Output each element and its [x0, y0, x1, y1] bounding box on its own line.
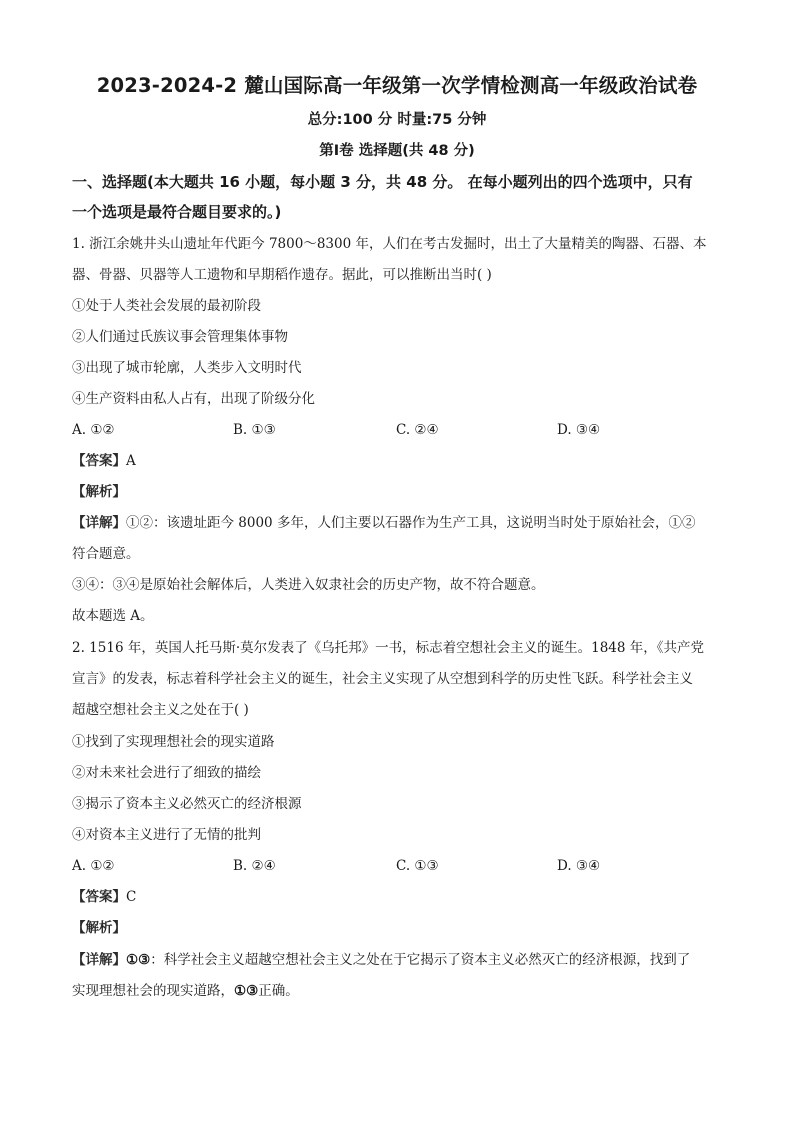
section-instructions [72, 167, 724, 227]
detail-tag: 【详解】 [72, 515, 126, 531]
detail-tag: 【详解】 [72, 952, 126, 968]
q2-statement-1: ①找到了实现理想社会的现实道路 [72, 734, 275, 750]
q1-stem-line-2: 器、骨器、贝器等人工遗物和早期稻作遗存。据此，可以推断出当时( ) [72, 267, 492, 283]
q2-option-b: B. ②④ [233, 858, 276, 874]
q1-option-a: A. ①② [72, 422, 115, 438]
q2-statement-2: ②对未来社会进行了细致的描绘 [72, 765, 261, 781]
q1-stem-line-1: 1. 浙江余姚井头山遗址年代距今 7800～8300 年，人们在考古发掘时，出土了大量精美的陶器、石器、本 [72, 236, 707, 252]
detail-text-c: 正确。 [258, 983, 299, 999]
answer-value: C [126, 889, 137, 905]
q2-analysis [72, 918, 126, 938]
q2-answer [72, 887, 136, 907]
section-line-2: 一个选项是最符合题目要求的。) [72, 203, 282, 221]
q2-detail-line-2 [72, 981, 299, 1001]
q1-detail-line-3: ③④：③④是原始社会解体后，人类进入奴隶社会的历史产物，故不符合题意。 [72, 577, 545, 593]
detail-lead: ①③ [126, 952, 151, 968]
part-heading: 第Ⅰ卷 选择题(共 48 分) [319, 143, 475, 159]
q1-analysis [72, 482, 126, 502]
answer-tag: 【答案】 [72, 889, 126, 905]
exam-meta: 总分:100 分 时量:75 分钟 [307, 112, 487, 128]
detail-text: ①②：该遗址距今 8000 多年，人们主要以石器作为生产工具，这说明当时处于原始社会，①② [126, 515, 696, 531]
q2-option-d: D. ③④ [557, 858, 601, 874]
answer-tag: 【答案】 [72, 453, 126, 469]
detail-text: ：科学社会主义超越空想社会主义之处在于它揭示了资本主义必然灭亡的经济根源，找到了 [150, 952, 691, 968]
exam-title: 2023-2024-2 麓山国际高一年级第一次学情检测高一年级政治试卷 [96, 74, 698, 97]
answer-value: A [126, 453, 136, 469]
q2-stem-line-1: 2. 1516 年，英国人托马斯·莫尔发表了《乌托邦》一书，标志着空想社会主义的诞生。1848 年，《共产党 [72, 640, 705, 656]
q1-detail-line-4: 故本题选 A。 [72, 608, 154, 624]
analysis-tag: 【解析】 [72, 484, 126, 500]
q2-detail-line-1 [72, 950, 690, 970]
q1-statement-2: ②人们通过氏族议事会管理集体事物 [72, 329, 288, 345]
q2-stem-line-3: 超越空想社会主义之处在于( ) [72, 702, 249, 718]
q1-statement-3: ③出现了城市轮廓，人类步入文明时代 [72, 360, 302, 376]
q1-detail-line-2: 符合题意。 [72, 546, 140, 562]
section-line-1: 一、选择题(本大题共 16 小题，每小题 3 分，共 48 分。 在每小题列出的四个选项中，只有 [72, 173, 693, 191]
q1-statement-4: ④生产资料由私人占有，出现了阶级分化 [72, 391, 315, 407]
q2-statement-4: ④对资本主义进行了无情的批判 [72, 827, 261, 843]
q2-option-c: C. ①③ [396, 858, 439, 874]
q1-option-b: B. ①③ [233, 422, 276, 438]
detail-emph: ①③ [234, 983, 259, 999]
q2-stem-line-2: 宣言》的发表，标志着科学社会主义的诞生，社会主义实现了从空想到科学的历史性飞跃。科学社会主义 [72, 671, 693, 687]
q1-option-d: D. ③④ [557, 422, 601, 438]
q1-statement-1: ①处于人类社会发展的最初阶段 [72, 298, 261, 314]
q2-option-a: A. ①② [72, 858, 115, 874]
q1-answer [72, 451, 136, 471]
detail-text-a: 实现理想社会的现实道路， [72, 983, 234, 999]
q1-option-c: C. ②④ [396, 422, 439, 438]
q2-statement-3: ③揭示了资本主义必然灭亡的经济根源 [72, 796, 302, 812]
q1-detail-line-1 [72, 513, 695, 533]
analysis-tag: 【解析】 [72, 920, 126, 936]
